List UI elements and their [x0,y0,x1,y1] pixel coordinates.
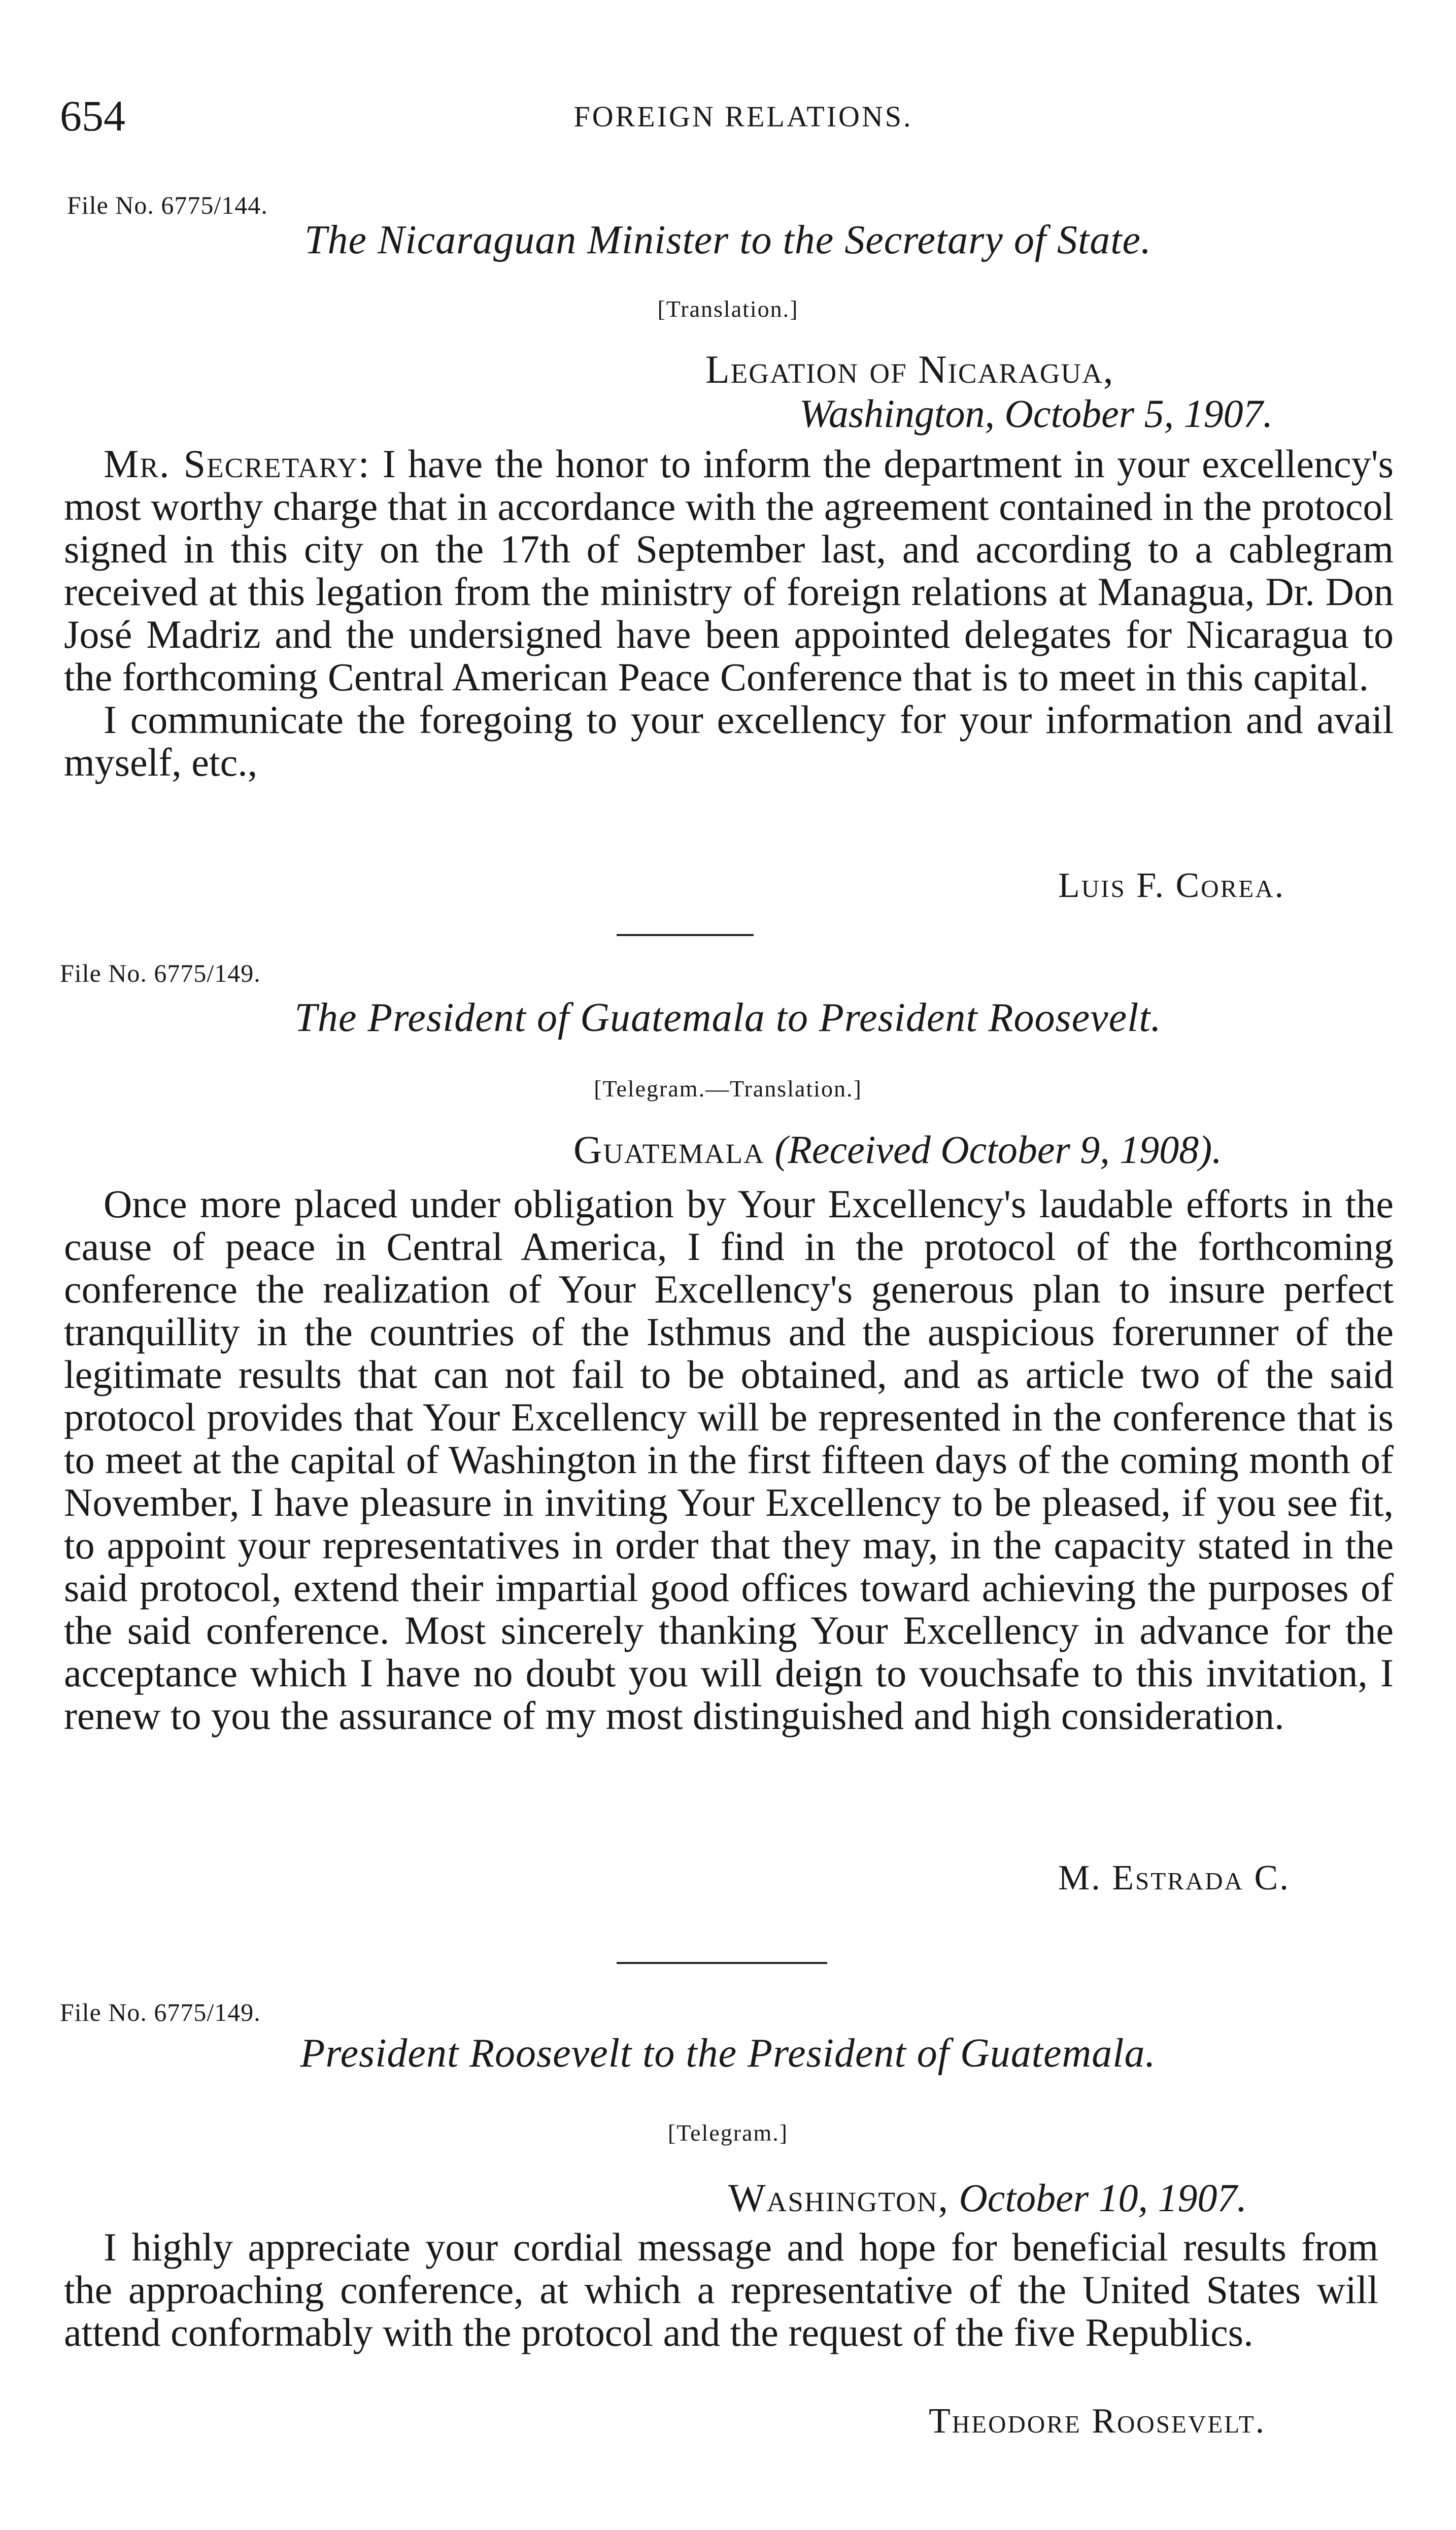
dateline-place: Legation of Nicaragua, [705,347,1114,391]
body-paragraph: I communicate the foregoing to your excellency for your information and avail myself, etc., [64,697,1394,784]
body-paragraph: I highly appreciate your cordial message and hope for beneficial results from the approaching conference, at which a representative of the United States will attend conformably with the protocol and the request of the five Republics. [64,2225,1378,2354]
letter-body [64,443,1394,784]
dateline-date: October 10, 1907. [959,2176,1247,2220]
salutation: Mr. Secretary: [104,442,370,486]
dateline-date: Washington, October 5, 1907. [799,391,1273,436]
file-number: File No. 6775/149. [60,959,261,987]
document-note: [Telegram.—Translation.] [594,1076,862,1102]
letter-body [64,1183,1394,1737]
letter-body [64,2226,1378,2354]
dateline-place: Guatemala [573,1127,765,1172]
document-heading: The Nicaraguan Minister to the Secretary of State. [304,218,1152,262]
paragraph-text: I have the honor to inform the department in your excellency's most worthy charge that in accordance with the agreement contained in the protocol signed in this city on the 17th of September last, and according to a cablegram received at this legation from the ministry of foreign relations at Managua, Dr. Don José Madriz and the undersigned have been appointed delegates for Nicaragua to the forthcoming Central American Peace Conference that is to meet in this capital. [64,442,1394,699]
section-divider [617,934,754,936]
file-number: File No. 6775/149. [60,1998,261,2026]
file-number: File No. 6775/144. [67,191,268,219]
body-paragraph: Once more placed under obligation by Your Excellency's laudable efforts in the cause of peace in Central America, I find in the protocol of the forthcoming conference the realization of Your Excellency's generous plan to insure perfect tranquillity in the countries of the Isthmus and the auspicious forerunner of the legitimate results that can not fail to be obtained, and as article two of the said protocol provides that Your Excellency will be represented in the conference that is to meet at the capital of Washington in the first fifteen days of the coming month of November, I have pleasure in inviting Your Excellency to be pleased, if you see fit, to appoint your representatives in order that they may, in the capacity stated in the said protocol, extend their impartial good offices toward achieving the purposes of the said conference. Most sincerely thanking Your Excellency in advance for the acceptance which I have no doubt you will deign to vouchsafe to this invitation, I renew to you the assurance of my most distinguished and high consideration. [64,1182,1394,1738]
document-note: [Telegram.] [667,2120,789,2146]
dateline [728,2175,1247,2221]
document-heading: The President of Guatemala to President Roosevelt. [294,995,1162,1040]
signature: Theodore Roosevelt. [929,2402,1266,2441]
dateline-place: Washington, [728,2176,949,2220]
signature: Luis F. Corea. [1058,866,1285,905]
document-heading: President Roosevelt to the President of Guatemala. [300,2031,1156,2076]
document-note: [Translation.] [657,296,799,322]
section-divider [617,1962,827,1964]
signature: M. Estrada C. [1058,1858,1290,1898]
running-head: FOREIGN RELATIONS. [573,100,913,133]
page-number: 654 [60,91,125,140]
dateline-date: (Received October 9, 1908). [774,1127,1222,1172]
body-paragraph [64,443,1394,698]
dateline [573,1127,1222,1173]
